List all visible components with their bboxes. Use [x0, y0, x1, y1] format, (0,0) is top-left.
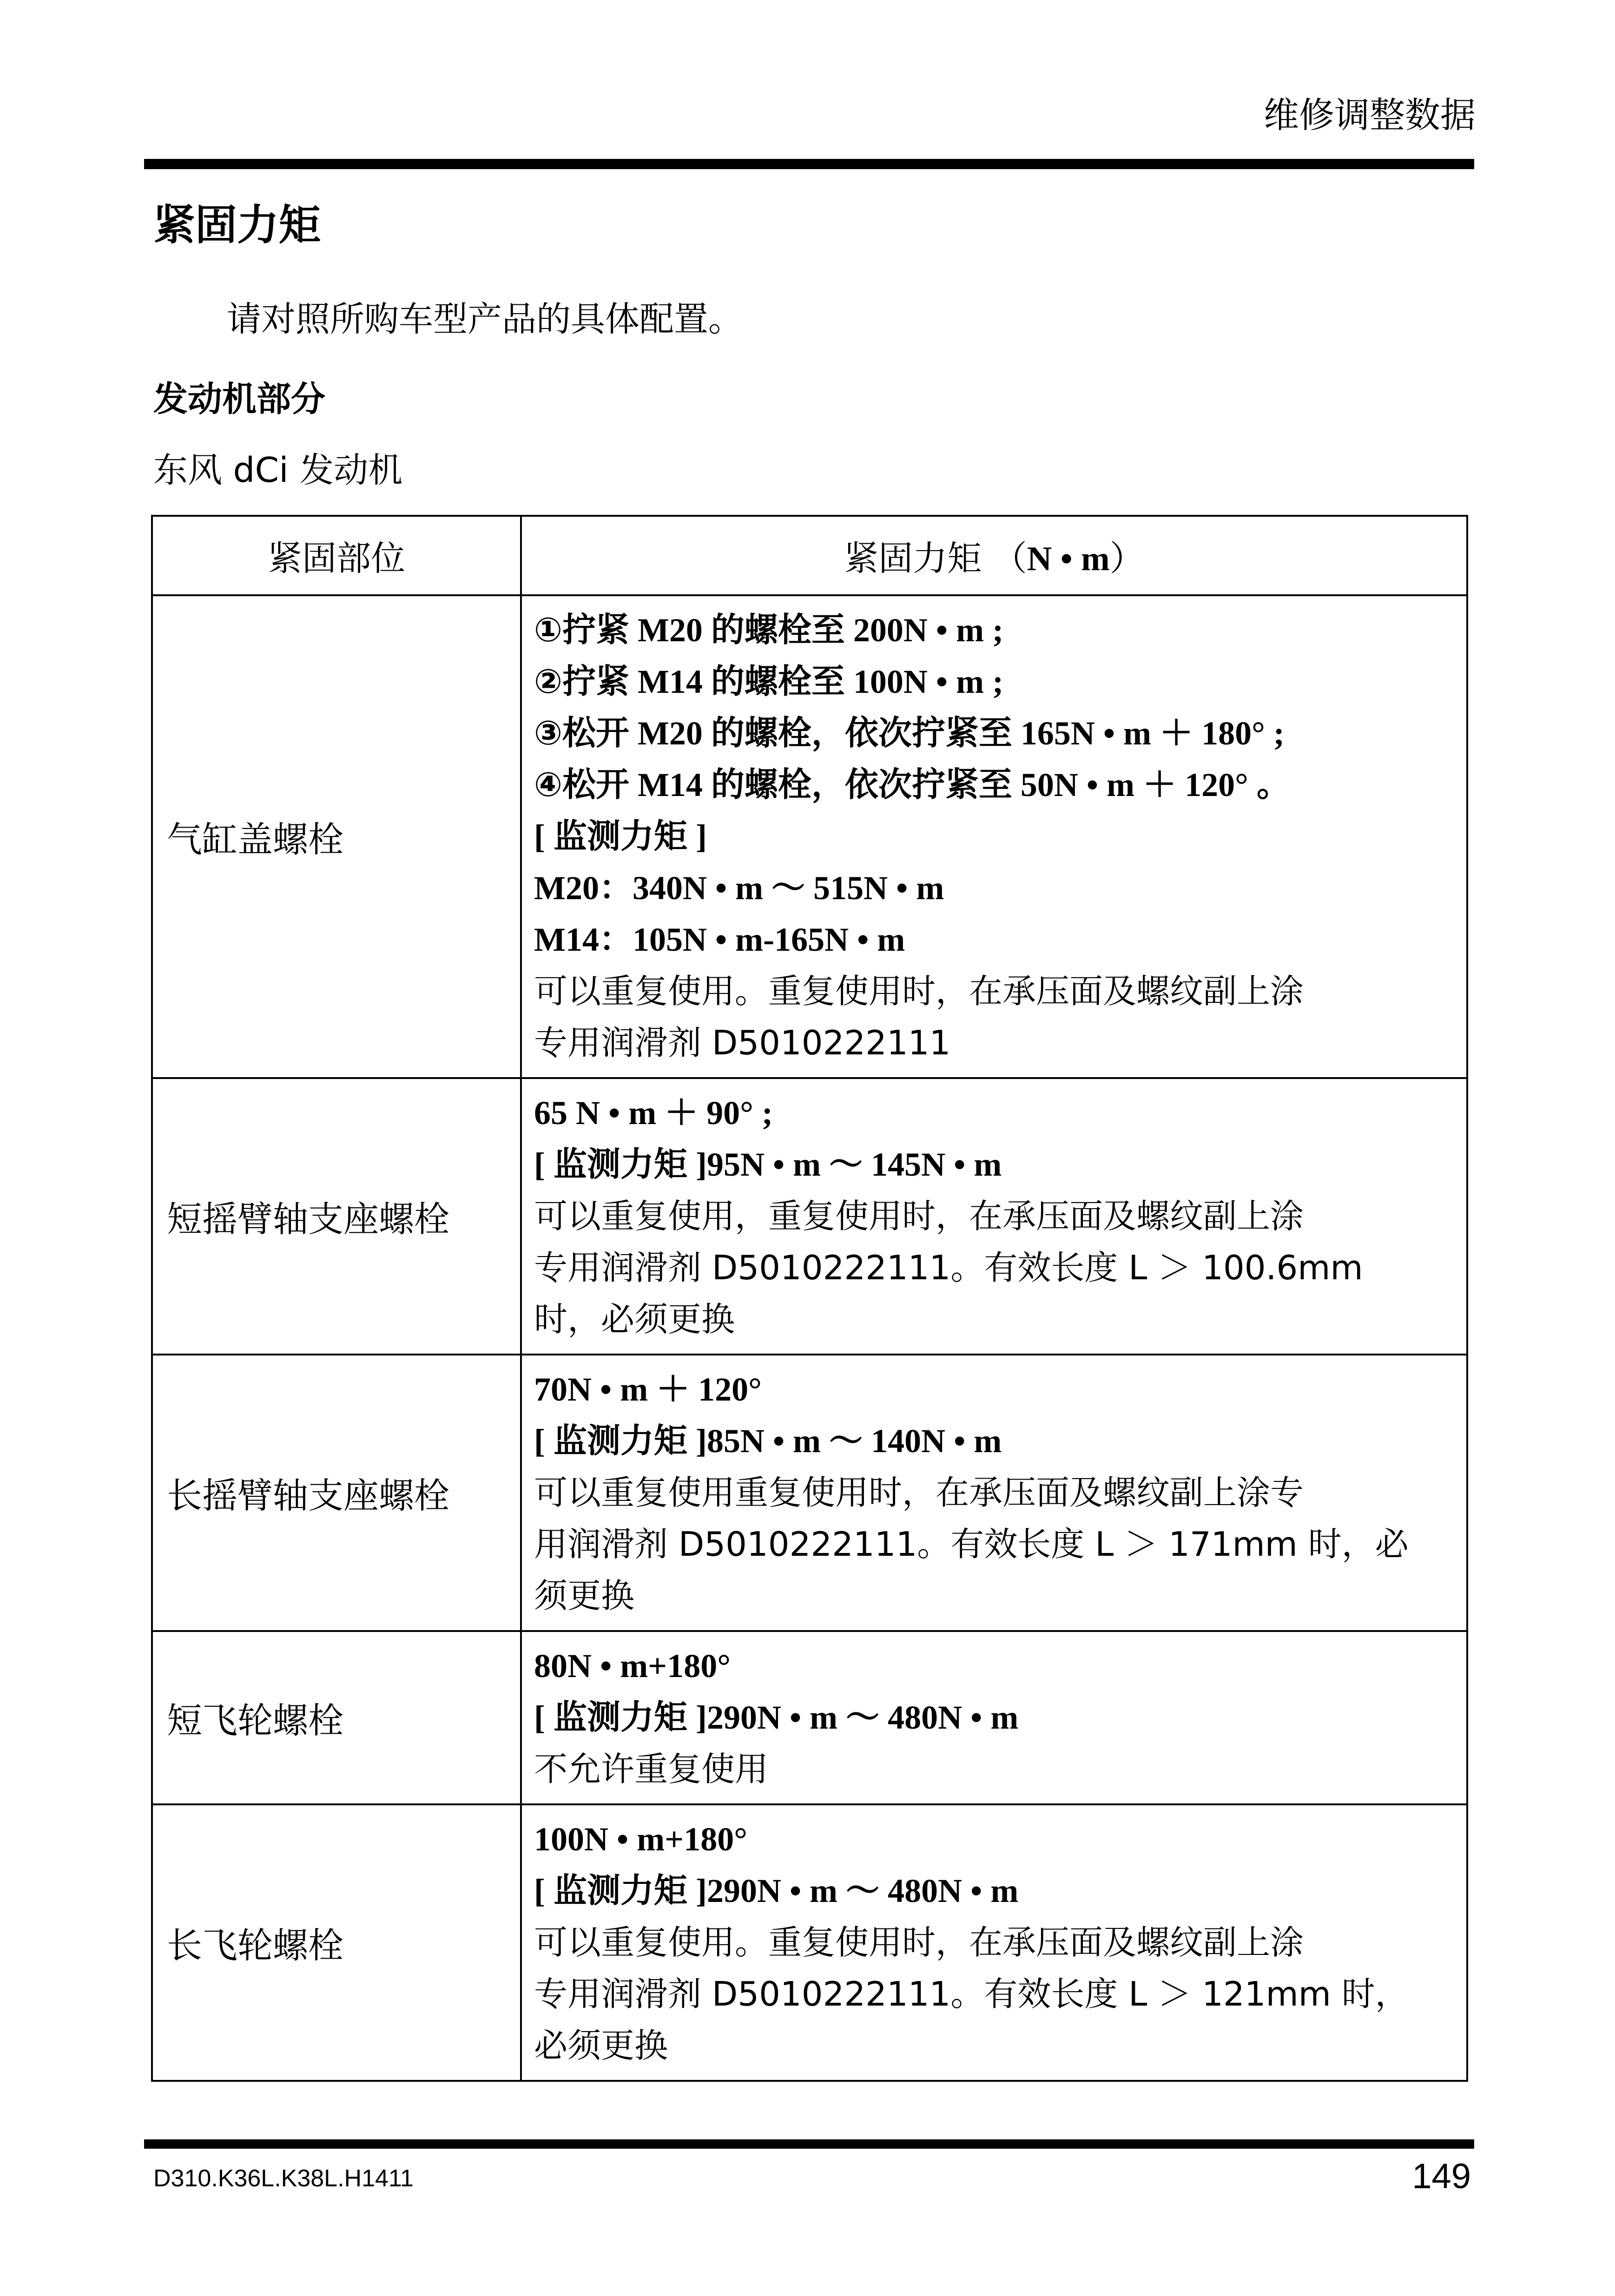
part-cell: 短飞轮螺栓	[152, 1631, 521, 1804]
torque-line: [ 监测力矩 ]290N • m ～ 480N • m	[534, 1872, 1019, 1909]
torque-cell	[521, 1631, 1467, 1804]
torque-line: 可以重复使用，重复使用时，在承压面及螺纹副上涂	[534, 1197, 1304, 1236]
intro-text: 请对照所购车型产品的具体配置。	[227, 299, 743, 339]
document-code: D310.K36L.K38L.H1411	[153, 2165, 414, 2192]
section-title: 紧固力矩	[153, 201, 321, 250]
torque-line: ③松开 M20 的螺栓，依次拧紧至 165N • m ＋ 180° ;	[534, 715, 1285, 752]
torque-line: 65 N • m ＋ 90° ;	[534, 1094, 773, 1132]
torque-line: [ 监测力矩 ]	[534, 818, 707, 855]
page-number: 149	[1412, 2157, 1471, 2196]
torque-cell	[521, 1804, 1467, 2081]
part-cell: 长飞轮螺栓	[152, 1804, 521, 2081]
torque-line: ②拧紧 M14 的螺栓至 100N • m ;	[534, 663, 1004, 700]
torque-line: ④松开 M14 的螺栓，依次拧紧至 50N • m ＋ 120° 。	[534, 766, 1290, 803]
torque-table	[151, 515, 1468, 2082]
torque-line: 100N • m+180°	[534, 1821, 747, 1858]
torque-line: [ 监测力矩 ]85N • m ～ 140N • m	[534, 1422, 1002, 1460]
torque-line: 时，必须更换	[534, 1300, 735, 1339]
torque-line: 80N • m+180°	[534, 1647, 731, 1684]
torque-line: 专用润滑剂 D5010222111。有效长度 L ＞ 121mm 时，	[534, 1974, 1409, 2013]
header-torque	[521, 516, 1467, 595]
torque-cell	[521, 1078, 1467, 1355]
torque-line: M20：340N • m ～ 515N • m	[534, 869, 944, 907]
torque-line: ①拧紧 M20 的螺栓至 200N • m ;	[534, 612, 1004, 649]
torque-line: 专用润滑剂 D5010222111	[534, 1023, 951, 1062]
torque-line: 须更换	[534, 1576, 635, 1615]
table-row	[152, 1631, 1467, 1804]
header-torque-unit: N • m	[1027, 539, 1110, 578]
header-torque-prefix: 紧固力矩 （	[844, 538, 1027, 579]
torque-line: 必须更换	[534, 2026, 668, 2065]
engine-section-subtitle: 发动机部分	[153, 379, 325, 419]
header-part: 紧固部位	[152, 516, 521, 595]
torque-line: 可以重复使用。重复使用时，在承压面及螺纹副上涂	[534, 1923, 1304, 1962]
part-cell: 气缸盖螺栓	[152, 595, 521, 1078]
header-torque-suffix: ）	[1109, 538, 1144, 579]
engine-name: 东风 dCi 发动机	[153, 450, 403, 490]
table-row	[152, 1804, 1467, 2081]
torque-line: 不允许重复使用	[534, 1750, 769, 1789]
page-header-title: 维修调整数据	[1264, 94, 1476, 136]
table-row	[152, 595, 1467, 1078]
torque-line: 可以重复使用。重复使用时，在承压面及螺纹副上涂	[534, 972, 1304, 1011]
torque-cell	[521, 595, 1467, 1078]
footer-rule	[144, 2139, 1474, 2149]
torque-cell	[521, 1355, 1467, 1631]
torque-line: M14：105N • m-165N • m	[534, 921, 905, 958]
torque-line: [ 监测力矩 ]290N • m ～ 480N • m	[534, 1699, 1019, 1736]
part-cell: 长摇臂轴支座螺栓	[152, 1355, 521, 1631]
torque-line: 用润滑剂 D5010222111。有效长度 L ＞ 171mm 时，必	[534, 1525, 1409, 1564]
torque-line: 70N • m ＋ 120°	[534, 1371, 762, 1408]
part-cell: 短摇臂轴支座螺栓	[152, 1078, 521, 1355]
torque-line: 专用润滑剂 D5010222111。有效长度 L ＞ 100.6mm	[534, 1248, 1363, 1287]
table-row	[152, 1355, 1467, 1631]
header-rule	[144, 159, 1474, 169]
table-header-row	[152, 516, 1467, 595]
torque-line: 可以重复使用重复使用时，在承压面及螺纹副上涂专	[534, 1473, 1304, 1512]
torque-line: [ 监测力矩 ]95N • m ～ 145N • m	[534, 1146, 1002, 1183]
table-row	[152, 1078, 1467, 1355]
